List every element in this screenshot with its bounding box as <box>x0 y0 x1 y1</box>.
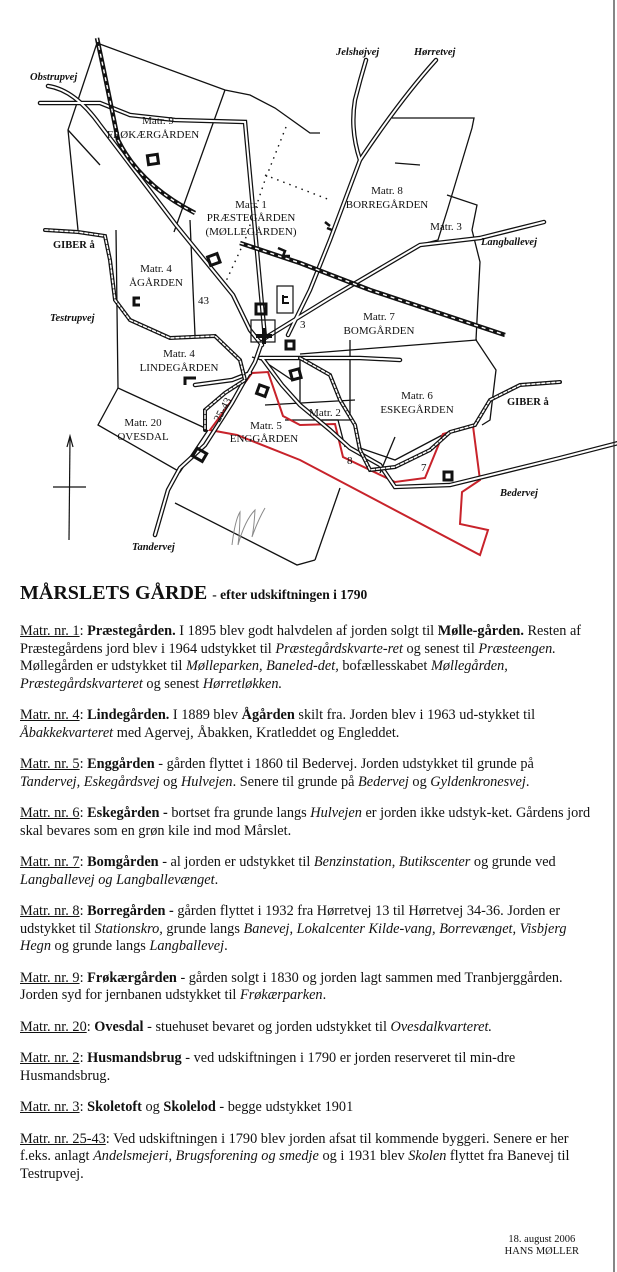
parcel-matr: Matr. 5 <box>250 420 282 432</box>
farm-map <box>0 0 617 570</box>
entry-italic-text: Tandervej, Eskegårdsvej <box>20 773 160 790</box>
entry-text: og senest <box>142 675 203 692</box>
entry-text: . <box>214 871 219 888</box>
entry-text: . <box>322 987 327 1003</box>
entry-text: : <box>79 805 88 821</box>
entry-text: I 1889 blev <box>169 707 242 723</box>
entries-list <box>20 623 595 1183</box>
entry-text: - begge udstykket 1901 <box>215 1099 354 1115</box>
entry-text: : <box>79 756 88 772</box>
scan-edge <box>613 0 615 1272</box>
farm-building-icon <box>208 254 220 266</box>
entry-text: skilt fra. Jorden blev i 1963 ud-stykket til <box>294 707 536 723</box>
matr-entry <box>20 1019 595 1037</box>
farm-building-icon <box>257 385 269 397</box>
road-label: Obstrupvej <box>30 72 78 83</box>
entry-bold-text: Enggården <box>87 756 155 772</box>
entry-italic-text: Mølleparken, Baneled-det, <box>185 658 339 674</box>
entry-text: : <box>86 1018 95 1035</box>
entry-italic-text: Langballevej <box>149 938 225 954</box>
entry-text: bofællesskabet <box>338 658 431 674</box>
farm-building-icon <box>193 448 207 461</box>
farm-building-icon <box>283 295 289 303</box>
entry-text: : <box>79 623 88 639</box>
parcel-name: ESKEGÅRDEN <box>380 404 454 416</box>
document-body <box>20 582 595 1197</box>
entry-text: , <box>391 854 399 870</box>
matr-key: Matr. nr. 4 <box>20 707 80 723</box>
entry-italic-text: Andelsmejeri, Brugsforening og smedje <box>93 1148 319 1164</box>
entry-italic-text: Møllegården, Præstegårdskvarteret <box>20 658 508 692</box>
entry-text: Møllegården er udstykket til <box>20 658 186 674</box>
entry-italic-text: Benzinstation <box>313 854 392 870</box>
page-title <box>20 582 595 605</box>
matr-key: Matr. nr. 25-43 <box>20 1130 106 1147</box>
entry-text: og <box>159 773 181 790</box>
parcel-name: PRÆSTEGÅRDEN <box>206 212 296 224</box>
entry-text: flyttet fra Banevej til Testrupvej. <box>20 1148 570 1182</box>
entry-text: og i 1931 blev <box>318 1148 409 1164</box>
parcel-matr: Matr. 4 <box>163 348 195 360</box>
entry-italic-text: Hulvejen <box>310 805 362 821</box>
entry-text: Resten af Præstegårdens jord blev i 1964 udstykket til <box>20 623 582 657</box>
entry-italic-text: Stationskro, <box>94 920 163 937</box>
entry-bold-text: Ovesdal <box>94 1018 144 1035</box>
parcel-name: BOMGÅRDEN <box>343 325 415 337</box>
matr-entry <box>20 903 595 956</box>
entry-text: : <box>79 707 88 723</box>
matr-key: Matr. nr. 20 <box>20 1018 87 1035</box>
map-labels <box>30 47 549 553</box>
parcel-number: 3 <box>300 319 306 331</box>
entry-italic-text: Bedervej <box>358 773 409 790</box>
parcel-matr: Matr. 9 <box>142 115 174 127</box>
entry-text: : <box>79 854 88 870</box>
parcel-name: FRØKÆRGÅRDEN <box>106 129 200 141</box>
entry-bold-text: Lindegården. <box>87 707 170 723</box>
parcel-matr: Matr. 2 <box>309 407 341 419</box>
matr-entry <box>20 854 595 889</box>
entry-italic-text: Banevej, Lokalcenter Kilde-vang, Borrevænget, Visbjerg Hegn <box>20 920 567 954</box>
farm-building-icon <box>147 154 158 164</box>
entry-text: gården flyttet i 1932 fra Hørretvej 13 til Hørretvej 34-36. Jorden er udstykket til <box>20 903 561 937</box>
entry-italic-text: Frøkærparken <box>239 987 323 1003</box>
matr-key: Matr. nr. 6 <box>20 805 80 821</box>
author: HANS MØLLER <box>504 1246 579 1257</box>
matr-key: Matr. nr. 3 <box>20 1099 80 1115</box>
entry-text: - al jorden er udstykket til <box>158 854 314 870</box>
entry-text: grunde langs <box>162 920 244 937</box>
matr-key: Matr. nr. 7 <box>20 854 80 870</box>
matr-entry <box>20 1099 595 1117</box>
entry-bold-text: Præstegården. <box>87 623 176 639</box>
entry-bold-text: Borregården - <box>87 903 174 919</box>
entry-text: - gården solgt i 1830 og jorden lagt sammen med Tranbjerggården. Jorden syd for jernbanen udstykket til <box>20 969 563 1003</box>
entry-text: og senest til <box>402 640 479 657</box>
road-label: Langballevej <box>481 237 537 248</box>
matr-entry <box>20 707 595 742</box>
river-label: GIBER å <box>507 397 549 408</box>
farm-building-icon <box>286 341 294 349</box>
parcel-matr: Matr. 4 <box>140 263 172 275</box>
entry-italic-text: Langballevej og Langballevænget <box>20 871 215 888</box>
entry-text: og <box>408 773 431 790</box>
parcel-matr: Matr. 1 <box>235 199 267 211</box>
farm-building-icon <box>134 298 140 305</box>
parcel-matr: Matr. 6 <box>401 390 433 402</box>
matr-key: Matr. nr. 9 <box>20 969 80 986</box>
entry-text: . Senere til grunde på <box>232 773 359 790</box>
entry-text: - gården flyttet i 1860 til Bedervej. Jorden udstykket til grunde på <box>154 756 534 772</box>
entry-text: : Ved udskiftningen i 1790 blev jorden afsat til kommende byggeri. Senere er her f.eks. anlagt <box>20 1130 569 1164</box>
parcel-matr: Matr. 3 <box>430 221 462 233</box>
entry-italic-text: Skolen <box>408 1148 447 1164</box>
road-label: Bedervej <box>500 488 538 499</box>
compass-cross-icon <box>53 436 86 540</box>
entry-text: - stuehuset bevaret og jorden udstykket til <box>143 1018 391 1035</box>
entry-bold-text: Ågården <box>241 707 295 723</box>
parcel-alt-name: (MØLLEGÅRDEN) <box>205 226 297 238</box>
entry-text: bortset fra grunde langs <box>167 805 311 821</box>
entry-text: og grunde ved <box>470 854 556 870</box>
matr-key: Matr. nr. 5 <box>20 756 80 772</box>
entry-text: med Agervej, Åbakken, Kratleddet og Engleddet. <box>113 724 400 741</box>
school-plot <box>277 286 293 313</box>
entry-bold-text: Husmandsbrug <box>87 1050 182 1066</box>
entry-italic-text: Gyldenkronesvej <box>430 773 526 790</box>
entry-text: : <box>79 969 88 986</box>
matr-entry <box>20 970 595 1005</box>
title-main: MÅRSLETS GÅRDE <box>20 582 208 604</box>
parcel-matr: Matr. 8 <box>371 185 403 197</box>
road-label: Hørretvej <box>414 47 456 58</box>
parcel-name: BORREGÅRDEN <box>345 199 429 211</box>
matr-entry <box>20 1131 595 1184</box>
entry-text: : <box>79 903 88 919</box>
entry-text: . <box>525 773 530 790</box>
parcel-number: 43 <box>198 295 209 307</box>
road-label: Jelshøjvej <box>336 47 380 58</box>
parcel-number: 8 <box>347 455 353 467</box>
road-label: Tandervej <box>132 542 175 553</box>
entry-text: . <box>224 938 228 954</box>
signature-scribble <box>232 508 265 545</box>
matr-entry <box>20 805 595 840</box>
parcel-matr: Matr. 20 <box>124 417 162 429</box>
entry-italic-text: Ovesdalkvarteret. <box>390 1018 492 1035</box>
entry-bold-text: Bomgården <box>87 854 159 870</box>
railway <box>97 38 505 335</box>
entry-bold-text: Frøkærgården <box>87 969 177 986</box>
matr-key: Matr. nr. 2 <box>20 1050 80 1066</box>
parcel-matr: Matr. 7 <box>363 311 395 323</box>
entry-text: I 1895 blev godt halvdelen af jorden solgt til <box>175 623 438 639</box>
title-subtitle: - efter udskiftningen i 1790 <box>212 587 368 602</box>
matr-entry <box>20 623 595 693</box>
parcel-name: OVESDAL <box>117 431 169 443</box>
entry-text: og <box>141 1099 164 1115</box>
parcel-number: 25-43 <box>211 395 235 425</box>
date: 18. august 2006 <box>508 1234 576 1245</box>
signature-block <box>505 1234 579 1258</box>
entry-bold-text: Skolelod <box>163 1099 216 1115</box>
farm-building-icon <box>444 472 452 480</box>
entry-bold-text: Mølle-gården. <box>437 623 524 639</box>
river-label: GIBER å <box>53 240 95 251</box>
matr-entry <box>20 756 595 791</box>
parcel-number: 7 <box>421 462 427 474</box>
parcel-name: ENGGÅRDEN <box>229 433 299 445</box>
entry-italic-text: Butikscenter <box>398 854 471 870</box>
road-label: Testrupvej <box>50 313 95 324</box>
matr-key: Matr. nr. 1 <box>20 623 80 639</box>
matr-key: Matr. nr. 8 <box>20 903 80 919</box>
entry-bold-text: Skoletoft <box>87 1099 142 1115</box>
entry-text: er jorden ikke udstyk-ket. Gårdens jord skal bevares som en grøn kile ind mod Mårslet. <box>20 805 591 839</box>
entry-italic-text: Præstegårdskvarte-ret <box>275 640 403 657</box>
entry-text: - ved udskiftningen i 1790 er jorden reserveret til min-dre Husmandsbrug. <box>20 1050 516 1084</box>
entry-text: : <box>79 1050 88 1066</box>
entry-text: og grunde langs <box>50 938 150 954</box>
parcel-name: LINDEGÅRDEN <box>139 362 219 374</box>
entry-text: : <box>79 1099 88 1115</box>
entry-italic-text: Åbakkekvarteret <box>20 724 114 741</box>
entry-bold-text: Eskegården - <box>87 805 168 821</box>
entry-italic-text: Hulvejen <box>180 773 233 790</box>
entry-italic-text: Hørretløkken. <box>202 675 283 692</box>
parcel-name: ÅGÅRDEN <box>129 277 183 289</box>
farm-building-icon <box>325 222 332 230</box>
entry-italic-text: Præsteengen. <box>478 640 556 657</box>
matr-entry <box>20 1050 595 1085</box>
farm-building-icon <box>290 369 301 380</box>
